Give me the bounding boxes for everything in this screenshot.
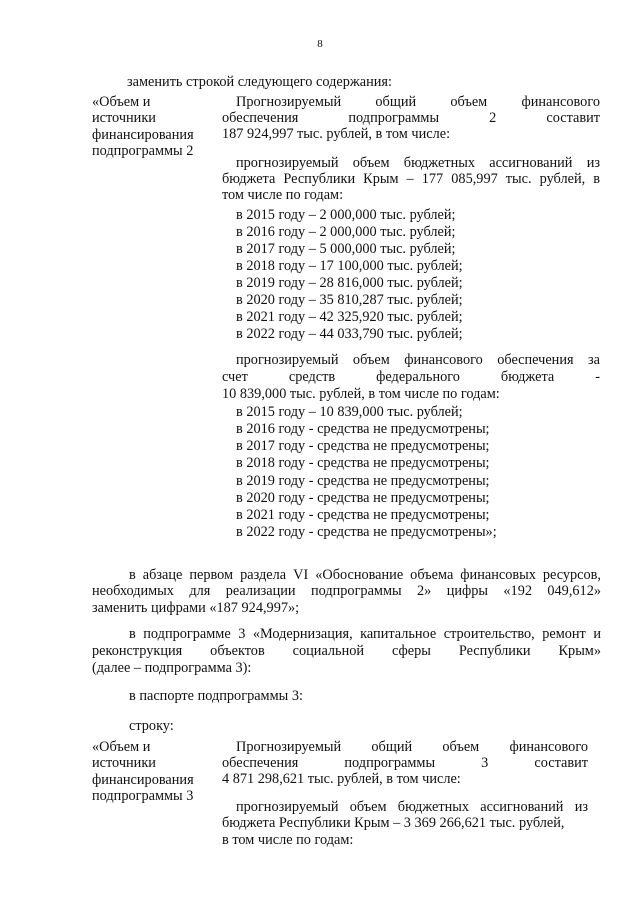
- block1-p1-line1: Прогнозируемый общий объем финансового: [236, 94, 600, 110]
- block2-p2-line2: бюджета Республики Крым – 3 369 266,621 тыс. рублей,: [222, 815, 565, 831]
- year-line: в 2015 году – 10 839,000 тыс. рублей;: [236, 404, 463, 420]
- block1-left-line: источники: [92, 110, 156, 127]
- block2-left-cell: [92, 739, 220, 805]
- block1-left-line: «Объем и: [92, 94, 151, 110]
- para-section6-line1: в абзаце первом раздела VI «Обоснование объема финансовых ресурсов,: [129, 567, 601, 583]
- block2-left-line: источники: [92, 755, 156, 772]
- year-line: в 2016 году – 2 000,000 тыс. рублей;: [236, 224, 456, 240]
- year-line: в 2018 году - средства не предусмотрены;: [236, 455, 490, 471]
- year-line: в 2020 году – 35 810,287 тыс. рублей;: [236, 292, 463, 308]
- block1-left-cell: [92, 94, 220, 160]
- year-line: в 2021 году – 42 325,920 тыс. рублей;: [236, 309, 463, 325]
- page-number: 8: [317, 38, 323, 50]
- block2-p2-line3: в том числе по годам:: [222, 832, 354, 848]
- passport-line: в паспорте подпрограммы 3:: [129, 688, 303, 704]
- block1-p1-line2: обеспечения подпрограммы 2 составит: [222, 110, 600, 126]
- year-line: в 2017 году – 5 000,000 тыс. рублей;: [236, 241, 456, 257]
- year-line: в 2019 году - средства не предусмотрены;: [236, 473, 490, 489]
- para-sub3-line1: в подпрограмме 3 «Модернизация, капитальное строительство, ремонт и: [129, 626, 601, 642]
- year-line: в 2017 году - средства не предусмотрены;: [236, 438, 490, 454]
- block2-p1-line2: обеспечения подпрограммы 3 составит: [222, 755, 588, 771]
- block2-p2-line1: прогнозируемый объем бюджетных ассигнований из: [236, 799, 588, 815]
- intro-line: заменить строкой следующего содержания:: [127, 74, 392, 90]
- year-line: в 2018 году – 17 100,000 тыс. рублей;: [236, 258, 463, 274]
- block1-left-line: финансирования: [92, 126, 194, 143]
- year-line: в 2022 году - средства не предусмотрены»;: [236, 524, 497, 540]
- block1-p3-line3: 10 839,000 тыс. рублей, в том числе по годам:: [222, 386, 500, 402]
- block1-p3-line2: счет средств федерального бюджета -: [222, 369, 600, 385]
- year-line: в 2016 году - средства не предусмотрены;: [236, 421, 490, 437]
- block2-left-line: финансирования: [92, 771, 194, 788]
- block1-p2-line3: том числе по годам:: [222, 187, 344, 203]
- year-line: в 2020 году - средства не предусмотрены;: [236, 490, 490, 506]
- year-line: в 2019 году – 28 816,000 тыс. рублей;: [236, 275, 463, 291]
- para-sub3-line3: (далее – подпрограмма 3):: [92, 660, 252, 676]
- para-section6-line3: заменить цифрами «187 924,997»;: [92, 600, 300, 616]
- year-line: в 2022 году – 44 033,790 тыс. рублей;: [236, 326, 463, 342]
- para-section6-line2: необходимых для реализации подпрограммы 2» цифры «192 049,612»: [92, 583, 601, 599]
- block1-p2-line2: бюджета Республики Крым – 177 085,997 тыс. рублей, в: [222, 171, 600, 187]
- para-sub3-line2: реконструкция объектов социальной сферы Республики Крым»: [92, 643, 601, 659]
- block2-left-line: «Объем и: [92, 739, 151, 755]
- year-line: в 2021 году - средства не предусмотрены;: [236, 507, 490, 523]
- block1-p2-line1: прогнозируемый объем бюджетных ассигнований из: [236, 155, 600, 171]
- year-line: в 2015 году – 2 000,000 тыс. рублей;: [236, 207, 456, 223]
- block1-left-line: подпрограммы 2: [92, 143, 194, 160]
- block2-p1-line3: 4 871 298,621 тыс. рублей, в том числе:: [222, 771, 461, 787]
- block1-p1-line3: 187 924,997 тыс. рублей, в том числе:: [222, 126, 451, 142]
- block2-p1-line1: Прогнозируемый общий объем финансового: [236, 739, 588, 755]
- row-label: строку:: [129, 718, 174, 734]
- block1-p3-line1: прогнозируемый объем финансового обеспечения за: [236, 352, 600, 368]
- block2-left-line: подпрограммы 3: [92, 788, 194, 805]
